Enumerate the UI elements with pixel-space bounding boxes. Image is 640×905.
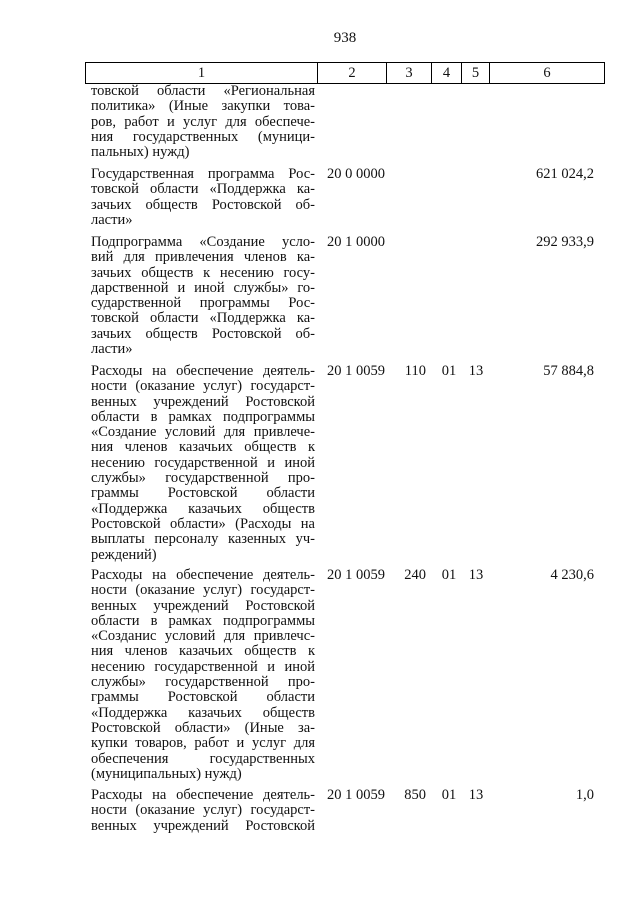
row-subsection: 13 — [468, 787, 484, 803]
row-expense-type: 240 — [404, 567, 426, 583]
row-name-line: политика» (Иные закупки това- — [91, 98, 315, 115]
column-header-4: 4 — [432, 63, 462, 83]
column-header-1: 1 — [86, 63, 318, 83]
row-name-line: ности (оказание услуг) государст- — [91, 582, 315, 599]
row-section: 01 — [441, 567, 457, 583]
row-name-line: Подпрограмма «Создание усло- — [91, 234, 315, 250]
row-name-line: вий для привлечения членов ка- — [91, 249, 315, 266]
row-target-article: 20 1 0000 — [327, 234, 385, 250]
row-name-line: Расходы на обеспечение деятель- — [91, 363, 315, 379]
row-name-line: ности (оказание услуг) государст- — [91, 802, 315, 819]
row-name-line: Ростовской области» (Иные за- — [91, 719, 315, 736]
row-subsection: 13 — [468, 363, 484, 379]
row-name-line: товской области «Поддержка ка- — [91, 181, 315, 198]
row-name-line: области в рамках подпрограммы — [91, 612, 315, 629]
row-name-line: ласти» — [91, 211, 133, 228]
row-target-article: 20 0 0000 — [327, 166, 385, 182]
row-name-line: Расходы на обеспечение деятель- — [91, 567, 315, 583]
row-name-line: зачьих обществ Ростовской об- — [91, 325, 315, 342]
row-name-line: граммы Ростовской области — [91, 689, 315, 706]
row-name-line: Расходы на обеспечение деятель- — [91, 787, 315, 803]
row-name-line: ности (оказание услуг) государст- — [91, 378, 315, 395]
column-header-2: 2 — [318, 63, 387, 83]
row-name-line: венных учреждений Ростовской — [91, 597, 315, 614]
row-target-article: 20 1 0059 — [327, 363, 385, 379]
column-header-6: 6 — [543, 65, 551, 81]
row-name — [91, 568, 315, 782]
row-name-line: службы» государственной про- — [91, 674, 315, 691]
page-number: 938 — [333, 30, 357, 46]
row-expense-type: 850 — [404, 787, 426, 803]
row-name-line: области в рамках подпрограммы — [91, 408, 315, 425]
row-name — [91, 788, 315, 834]
row-name-line: «Созданис условий для привлечс- — [91, 628, 315, 645]
row-section: 01 — [441, 787, 457, 803]
row-target-article: 20 1 0059 — [327, 567, 385, 583]
row-name-line: несению государственной и иной — [91, 658, 315, 675]
row-name-line: зачьих обществ Ростовской об- — [91, 196, 315, 213]
row-amount: 621 024,2 — [536, 166, 594, 182]
row-name-line: купки товаров, работ и услуг для — [91, 735, 315, 752]
row-name-line: службы» государственной про- — [91, 470, 315, 487]
row-name-line: ров, работ и услуг для обеспече- — [91, 113, 315, 130]
row-amount: 4 230,6 — [550, 567, 594, 583]
row-name-line: пальных) нужд) — [91, 144, 190, 161]
table-header-row — [85, 62, 605, 84]
row-name-line: «Поддержка казачьих обществ — [91, 704, 315, 721]
row-name-line: обеспечения государственных — [91, 750, 315, 767]
row-name-line: ласти» — [91, 341, 133, 358]
row-target-article: 20 1 0059 — [327, 787, 385, 803]
row-name-line: реждений) — [91, 546, 157, 563]
row-amount: 292 933,9 — [536, 234, 594, 250]
row-name-line: Государственная программа Рос- — [91, 166, 315, 182]
row-name — [91, 84, 315, 160]
row-name-line: венных учреждений Ростовской — [91, 393, 315, 410]
row-amount: 1,0 — [575, 787, 594, 803]
row-name-line: зачьих обществ к несению госу- — [91, 264, 315, 281]
row-subsection: 13 — [468, 567, 484, 583]
row-amount: 57 884,8 — [543, 363, 594, 379]
row-name-line: «Создание условий для привлече- — [91, 424, 315, 441]
row-name-line: дарственной и иной службы» го- — [91, 279, 315, 296]
column-header-3: 3 — [387, 63, 432, 83]
row-name-line: товской области «Региональная — [91, 83, 315, 99]
row-name — [91, 364, 315, 563]
row-name-line: венных учреждений Ростовской — [91, 817, 315, 834]
row-name-line: «Поддержка казачьих обществ — [91, 500, 315, 517]
row-name-line: ния членов казачьих обществ к — [91, 439, 315, 456]
row-name-line: (муниципальных) нужд) — [91, 765, 242, 782]
row-name-line: выплаты персоналу казенных уч- — [91, 531, 315, 548]
column-header-5: 5 — [462, 63, 490, 83]
row-name-line: несению государственной и иной — [91, 454, 315, 471]
row-name-line: ния государственных (муници- — [91, 128, 315, 145]
row-name-line: сударственной программы Рос- — [91, 295, 315, 312]
row-name-line: товской области «Поддержка ка- — [91, 310, 315, 327]
row-name-line: ния членов казачьих обществ к — [91, 643, 315, 660]
row-name — [91, 167, 315, 228]
row-name — [91, 235, 315, 357]
row-name-line: Ростовской области» (Расходы на — [91, 515, 315, 532]
row-section: 01 — [441, 363, 457, 379]
row-expense-type: 110 — [404, 363, 426, 379]
row-name-line: граммы Ростовской области — [91, 485, 315, 502]
